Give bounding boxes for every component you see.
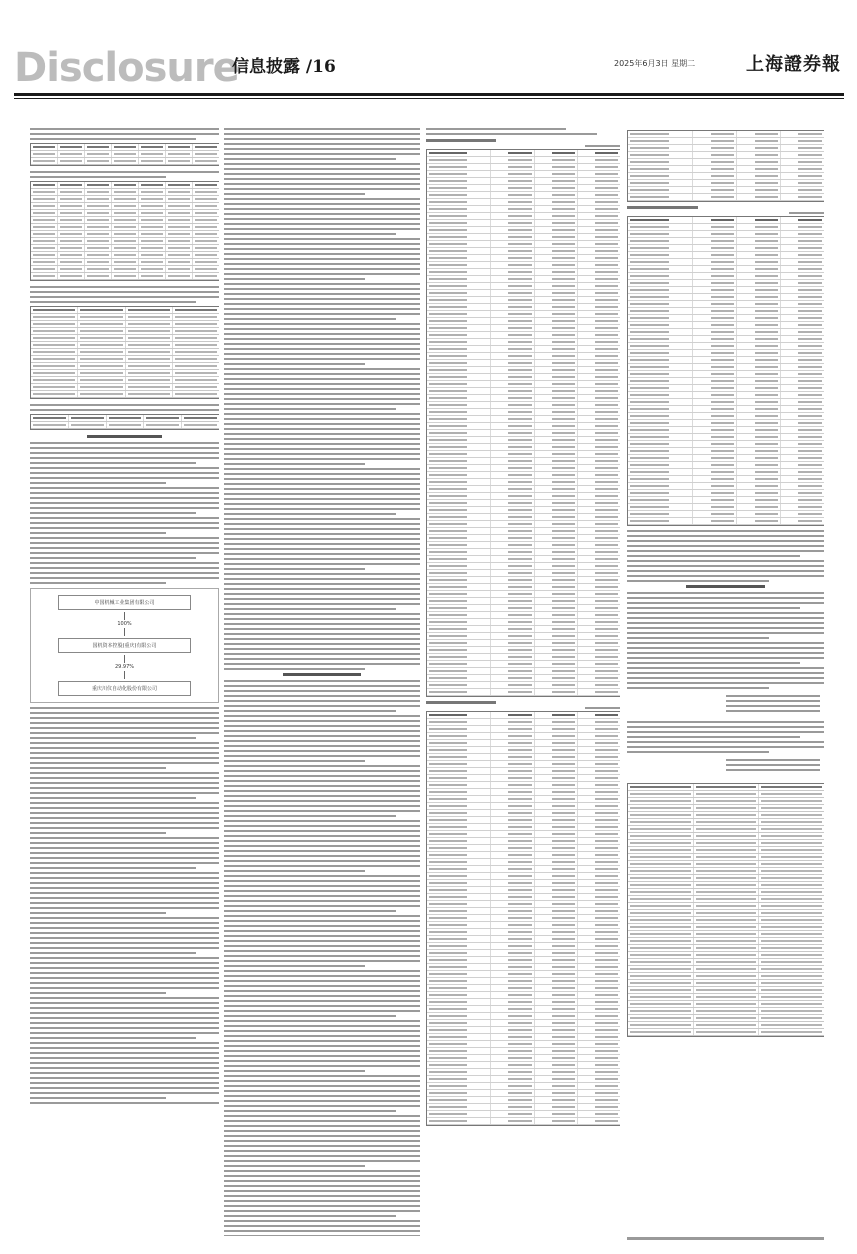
attachment-table: [627, 783, 824, 1037]
masthead-rule-thin: [14, 98, 844, 99]
column-3: [426, 128, 620, 1236]
masthead-rule-thick: [14, 93, 844, 96]
income-statement-cont-table: [627, 130, 824, 202]
column-1: [30, 128, 219, 1236]
issue-date: 2025年6月3日 星期二: [614, 59, 696, 68]
shareholder-table-1: [30, 143, 219, 166]
summary-table: [30, 414, 219, 430]
balance-sheet-table: [426, 149, 620, 697]
ownership-pct-2: 29.97%: [114, 664, 135, 670]
cash-flow-table: [627, 216, 824, 526]
ownership-pct-1: 100%: [117, 621, 132, 627]
newspaper-name: 上海證券報: [746, 54, 841, 75]
entity-intermediate: 国机资本控股(重庆)有限公司: [58, 638, 191, 653]
section-title: 信息披露 /16: [232, 57, 336, 77]
entity-company: 重庆川仪自动化股份有限公司: [58, 681, 191, 696]
director-table: [30, 181, 219, 281]
brand-logo: Disclosure: [14, 45, 239, 91]
entity-parent: 中国机械工业集团有限公司: [58, 595, 191, 610]
column-2: [224, 128, 420, 1236]
column-4: [627, 128, 824, 1236]
holding-table: [30, 306, 219, 399]
ownership-structure-diagram: [30, 588, 219, 703]
income-statement-table: [426, 711, 620, 1126]
footer-note: [627, 1237, 824, 1240]
masthead: [0, 0, 857, 100]
